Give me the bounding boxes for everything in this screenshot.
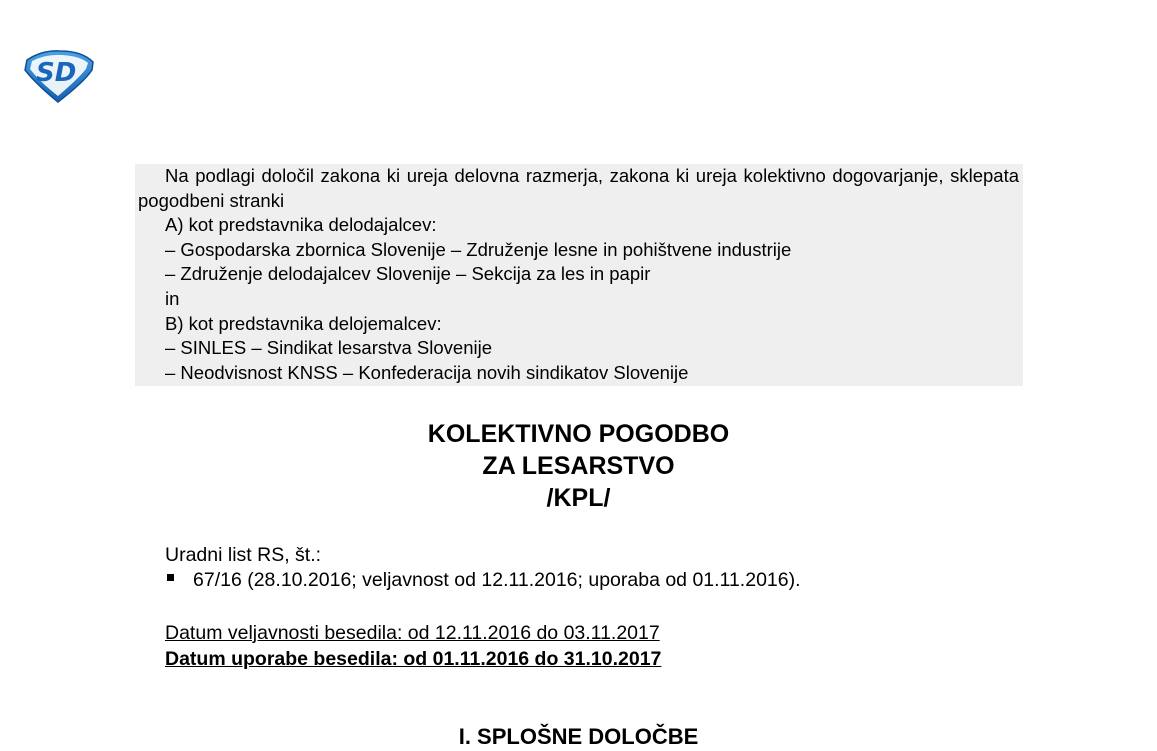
gazette-section (165, 543, 801, 593)
sd-logo-icon (22, 48, 96, 104)
preamble-line: – Gospodarska zbornica Slovenije – Združenje lesne in pohištvene industrije (165, 238, 792, 260)
preamble-intro: Na podlagi določil zakona ki ureja delovna razmerja, zakona ki ureja kolektivno dogovarjanje, sklepata pogodbeni stranki (138, 165, 1019, 211)
document-title (0, 418, 1157, 514)
title-line-2: ZA LESARSTVO (482, 452, 675, 480)
application-date: Datum uporabe besedila: od 01.11.2016 do 31.10.2017 (165, 648, 662, 670)
chapter-heading: I. SPLOŠNE DOLOČBE (458, 724, 699, 749)
preamble-line: A) kot predstavnika delodajalcev: (165, 214, 437, 236)
gazette-item (165, 568, 801, 593)
preamble-line: in (165, 287, 180, 309)
gazette-label: Uradni list RS, št.: (165, 544, 322, 566)
gazette-item-text: 67/16 (28.10.2016; veljavnost od 12.11.2016; uporaba od 01.11.2016). (193, 569, 801, 591)
preamble-line: – Združenje delodajalcev Slovenije – Sekcija za les in papir (165, 263, 651, 285)
preamble-line: – Neodvisnost KNSS – Konfederacija novih sindikatov Slovenije (165, 361, 689, 383)
title-line-3: /KPL/ (546, 484, 611, 512)
preamble-block (135, 164, 1023, 386)
preamble-line: – SINLES – Sindikat lesarstva Slovenije (165, 337, 493, 359)
title-line-1: KOLEKTIVNO POGODBO (427, 420, 730, 448)
company-logo (22, 48, 96, 104)
dates-section (165, 620, 661, 672)
validity-date: Datum veljavnosti besedila: od 12.11.2016 do 03.11.2017 (165, 622, 660, 644)
svg-text:SD: SD (36, 58, 77, 88)
preamble-line: B) kot predstavnika delojemalcev: (165, 312, 442, 334)
square-bullet-icon (167, 574, 174, 581)
